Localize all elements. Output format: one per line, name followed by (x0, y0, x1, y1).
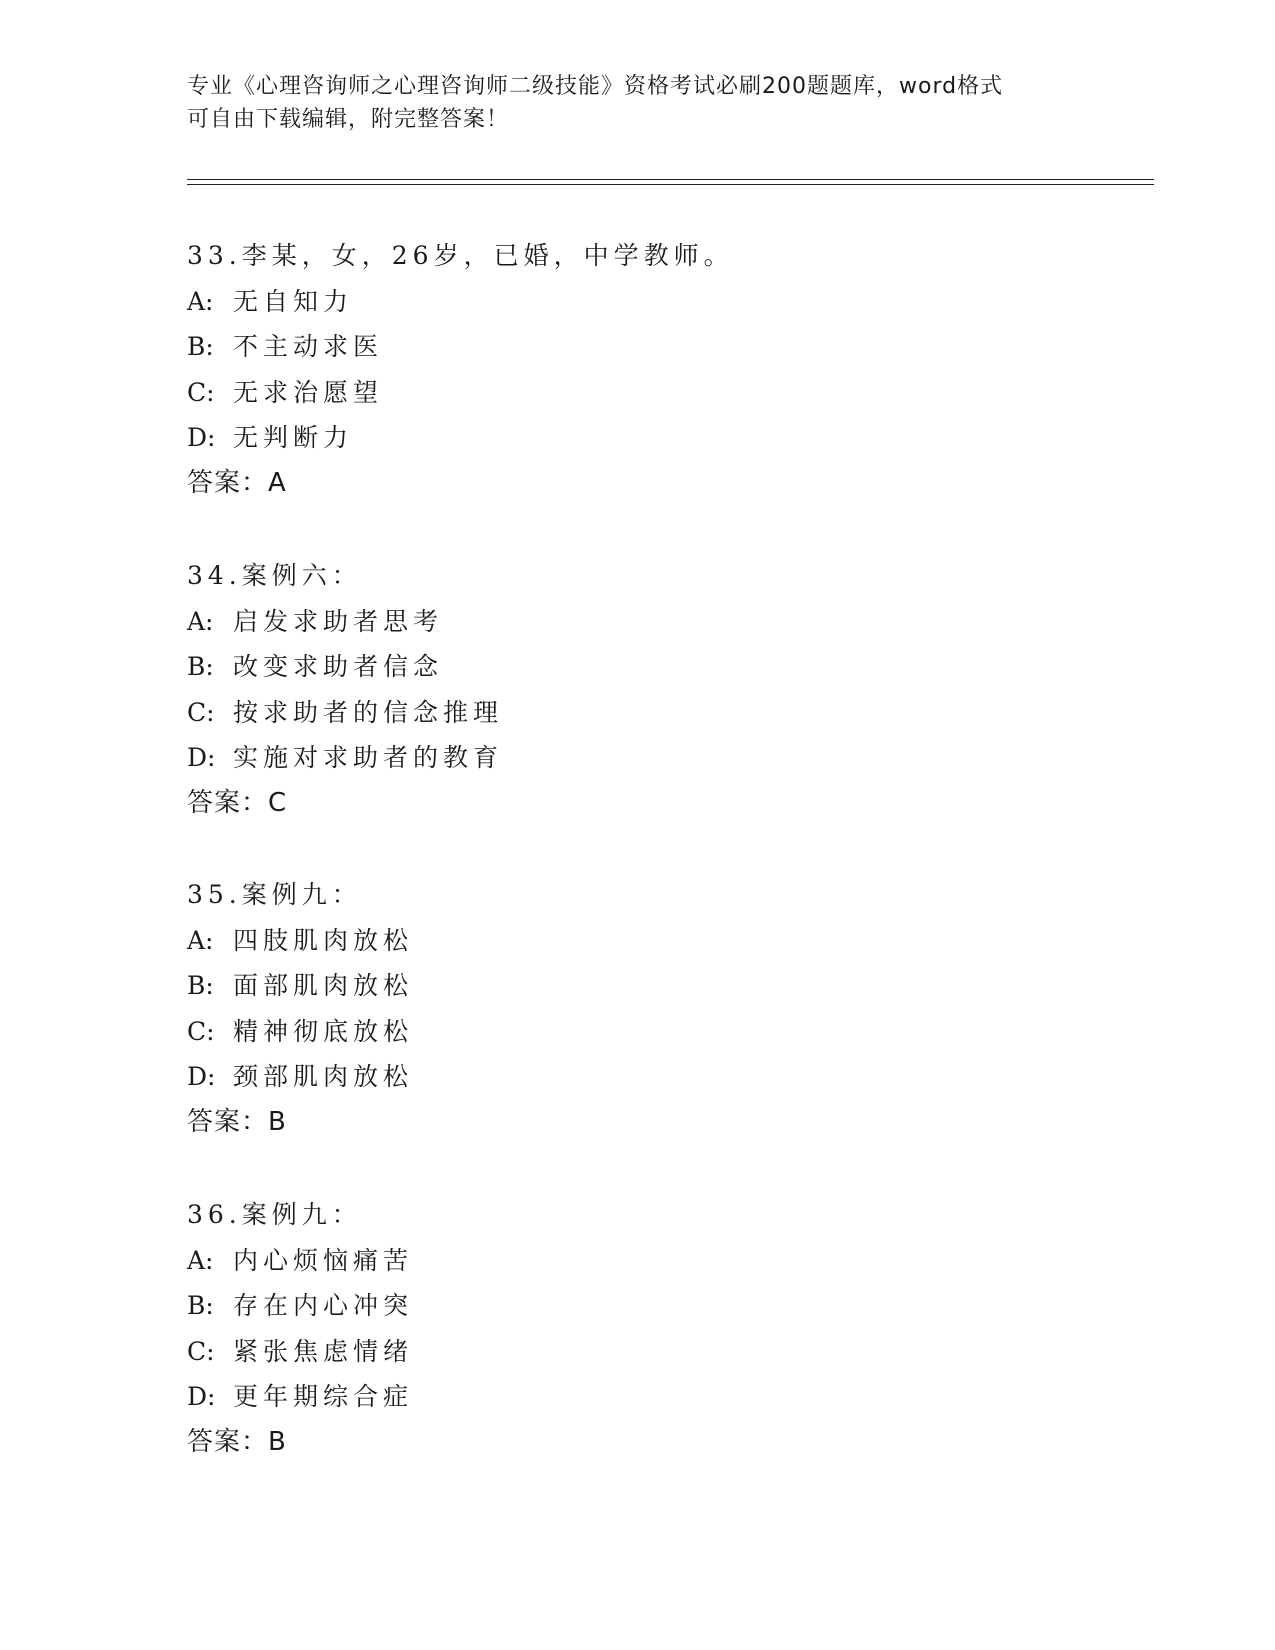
option-text: 内心烦恼痛苦 (233, 1245, 414, 1275)
question-34 (187, 553, 1087, 826)
option-text: 实施对求助者的教育 (233, 743, 504, 772)
question-stem: 35.案例九： (187, 880, 362, 909)
option-text: 四肢肌肉放松 (233, 925, 414, 955)
option-text: 精神彻底放松 (233, 1016, 414, 1046)
option-letter: D: (187, 423, 216, 452)
option-letter: B: (187, 971, 214, 1000)
option-a (187, 918, 1087, 964)
option-c (187, 690, 1087, 736)
option-letter: D: (187, 1062, 216, 1091)
header-divider-top (187, 179, 1154, 180)
option-text: 面部肌肉放松 (233, 971, 414, 1000)
question-stem: 36.案例九： (187, 1200, 362, 1229)
option-letter: C: (187, 1336, 215, 1366)
option-d (187, 415, 1087, 461)
option-letter: A: (187, 925, 214, 955)
option-d (187, 1054, 1087, 1100)
option-text: 颈部肌肉放松 (233, 1062, 414, 1091)
option-a (187, 1238, 1087, 1284)
question-36 (187, 1192, 1087, 1465)
option-letter: C: (187, 1016, 215, 1046)
option-d (187, 1374, 1087, 1420)
option-letter: B: (187, 1291, 214, 1320)
question-35 (187, 872, 1087, 1145)
option-text: 更年期综合症 (233, 1382, 414, 1411)
document-header (187, 70, 1087, 136)
option-a (187, 599, 1087, 645)
answer-line: 答案：B (187, 1426, 287, 1457)
option-text: 改变求助者信念 (233, 652, 444, 681)
option-letter: A: (187, 286, 214, 316)
option-letter: A: (187, 606, 214, 636)
option-d (187, 735, 1087, 781)
answer-line: 答案：A (187, 467, 287, 498)
option-c (187, 370, 1087, 416)
header-line-1: 专业《心理咨询师之心理咨询师二级技能》资格考试必刷200题题库，word格式 (187, 74, 1004, 99)
option-letter: A: (187, 1245, 214, 1275)
option-letter: B: (187, 332, 214, 361)
option-letter: C: (187, 697, 215, 727)
answer-line: 答案：B (187, 1106, 287, 1137)
option-letter: C: (187, 377, 215, 407)
question-33 (187, 233, 1087, 506)
question-stem: 33.李某，女，26岁，已婚，中学教师。 (187, 241, 734, 270)
option-text: 按求助者的信念推理 (233, 697, 504, 727)
option-text: 无自知力 (233, 286, 354, 316)
option-c (187, 1329, 1087, 1375)
option-letter: D: (187, 743, 216, 772)
answer-line: 答案：C (187, 787, 288, 818)
option-letter: D: (187, 1382, 216, 1411)
header-divider-bottom (187, 184, 1154, 185)
option-b (187, 1283, 1087, 1329)
option-c (187, 1009, 1087, 1055)
option-text: 无判断力 (233, 423, 354, 452)
question-stem: 34.案例六： (187, 561, 362, 590)
option-text: 启发求助者思考 (233, 606, 444, 636)
option-b (187, 963, 1087, 1009)
header-line-2: 可自由下载编辑，附完整答案！ (187, 107, 510, 132)
option-text: 不主动求医 (233, 332, 384, 361)
option-text: 存在内心冲突 (233, 1291, 414, 1320)
option-letter: B: (187, 652, 214, 681)
option-b (187, 324, 1087, 370)
option-a (187, 279, 1087, 325)
option-text: 紧张焦虑情绪 (233, 1336, 414, 1366)
option-text: 无求治愿望 (233, 377, 384, 407)
option-b (187, 644, 1087, 690)
